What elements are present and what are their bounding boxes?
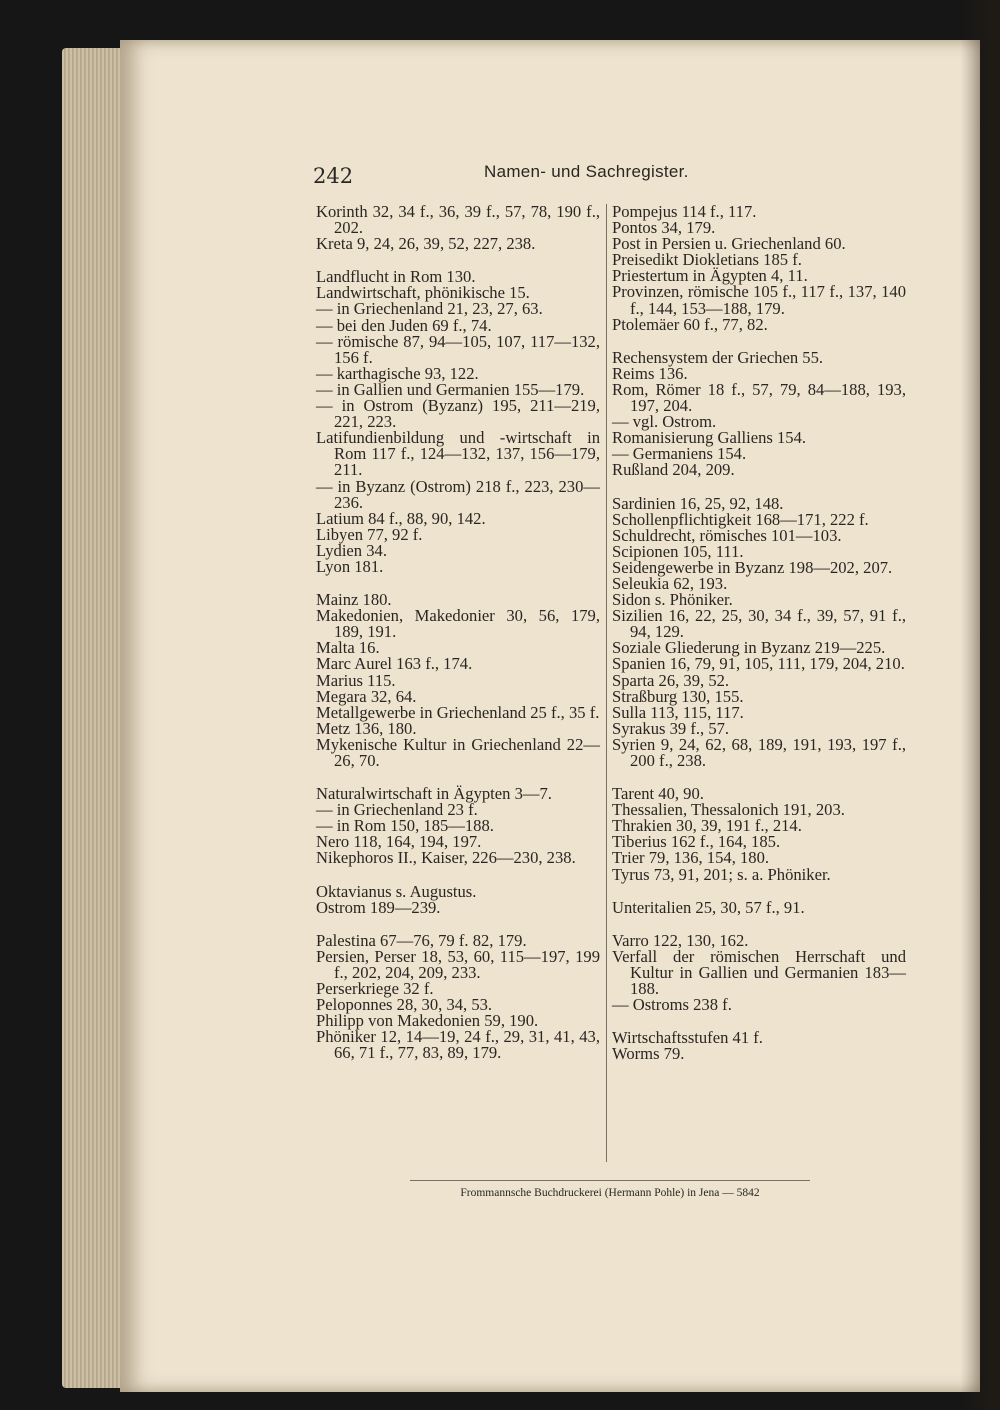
index-entry: Seleukia 62, 193. — [612, 573, 728, 593]
index-entry: Korinth 32, 34 f., 36, 39 f., 57, 78, 190 f., 202. — [316, 202, 600, 238]
index-entry: Palestina 67—76, 79 f. 82, 179. — [316, 930, 527, 950]
index-entry: — Germaniens 154. — [612, 444, 747, 464]
index-entry: Pompejus 114 f., 117. — [612, 202, 757, 221]
index-entry: — vgl. Ostrom. — [612, 412, 717, 432]
index-entry: Varro 122, 130, 162. — [612, 930, 749, 950]
running-head — [0, 160, 1000, 190]
index-column-right — [612, 204, 906, 1062]
index-entry: Spanien 16, 79, 91, 105, 111, 179, 204, 210. — [612, 654, 905, 674]
index-entry: Nikephoros II., Kaiser, 226—230, 238. — [316, 848, 576, 868]
footer-rule — [410, 1180, 810, 1181]
index-entry: Oktavianus s. Augustus. — [316, 881, 477, 901]
index-entry: Reims 136. — [612, 363, 688, 383]
index-entry: Rom, Römer 18 f., 57, 79, 84—188, 193, 197, 204. — [612, 379, 906, 416]
index-entry: — in Byzanz (Ostrom) 218 f., 223, 230—236. — [316, 476, 600, 512]
entry-gap — [316, 867, 600, 884]
index-entry: Sizilien 16, 22, 25, 30, 34 f., 39, 57, 91 f., 94, 129. — [612, 606, 906, 642]
index-entry: Ostrom 189—239. — [316, 897, 441, 917]
index-entry: Wirtschaftsstufen 41 f. — [612, 1028, 763, 1048]
index-entry: — bei den Juden 69 f., 74. — [316, 315, 492, 335]
index-entry: — in Griechenland 23 f. — [316, 800, 478, 820]
index-entry: Tiberius 162 f., 164, 185. — [612, 832, 781, 852]
index-entry: Unteritalien 25, 30, 57 f., 91. — [612, 897, 805, 917]
index-entry: Perserkriege 32 f. — [316, 979, 434, 999]
index-entry: Post in Persien u. Griechenland 60. — [612, 234, 846, 254]
index-entry: Thessalien, Thessalonich 191, 203. — [612, 800, 845, 820]
index-entry: Lyon 181. — [316, 556, 384, 576]
index-entry: — in Griechenland 21, 23, 27, 63. — [316, 299, 543, 319]
index-entry: Syrien 9, 24, 62, 68, 189, 191, 193, 197 f., 200 f., 238. — [612, 734, 906, 770]
index-entry: Philipp von Makedonien 59, 190. — [316, 1011, 539, 1031]
index-entry: Straßburg 130, 155. — [612, 686, 744, 706]
index-entry: — in Rom 150, 185—188. — [316, 816, 494, 836]
index-entry: — Ostroms 238 f. — [612, 995, 732, 1015]
index-entry: Landwirtschaft, phönikische 15. — [316, 283, 530, 303]
index-entry: Sulla 113, 115, 117. — [612, 702, 744, 722]
index-entry: Latium 84 f., 88, 90, 142. — [316, 508, 486, 528]
index-entry: Sidon s. Phöniker. — [612, 590, 733, 610]
index-entry: — in Ostrom (Byzanz) 195, 211—219, 221, 223. — [316, 396, 600, 432]
index-entry: Rußland 204, 209. — [612, 460, 735, 480]
index-column-left — [316, 204, 600, 1062]
index-entry: Marc Aurel 163 f., 174. — [316, 654, 473, 674]
index-entry: Marius 115. — [316, 670, 396, 690]
index-entry: Soziale Gliederung in Byzanz 219—225. — [612, 638, 886, 658]
index-entry: Romanisierung Galliens 154. — [612, 428, 807, 448]
index-entry: Libyen 77, 92 f. — [316, 524, 423, 544]
index-entry: Peloponnes 28, 30, 34, 53. — [316, 995, 493, 1015]
index-entry: Preisedikt Diokletians 185 f. — [612, 250, 802, 270]
index-entry: Sardinien 16, 25, 92, 148. — [612, 493, 784, 513]
page-title: Namen- und Sachregister. — [484, 162, 689, 181]
index-entry: Pontos 34, 179. — [612, 218, 716, 238]
index-entry: Phöniker 12, 14—19, 24 f., 29, 31, 41, 43, 66, 71 f., 77, 83, 89, 179. — [316, 1027, 600, 1063]
index-entry: Nero 118, 164, 194, 197. — [316, 832, 482, 852]
index-entry: Latifundienbildung und -wirtschaft in Rom 117 f., 124—132, 137, 156—179, 211. — [316, 428, 600, 480]
index-entry: Metz 136, 180. — [316, 718, 417, 738]
index-entry: Schollenpflichtigkeit 168—171, 222 f. — [612, 509, 869, 529]
index-entry: Verfall der römischen Herrschaft und Kultur in Gallien und Germanien 183—188. — [612, 946, 906, 999]
index-entry: Landflucht in Rom 130. — [316, 267, 476, 287]
index-entry: Makedonien, Makedonier 30, 56, 179, 189, 191. — [316, 606, 600, 642]
index-entry: Seidengewerbe in Byzanz 198—202, 207. — [612, 557, 893, 577]
index-entry: Worms 79. — [612, 1044, 685, 1064]
index-entry: Schuldrecht, römisches 101—103. — [612, 525, 842, 545]
index-entry: Trier 79, 136, 154, 180. — [612, 848, 770, 868]
index-entry: Provinzen, römische 105 f., 117 f., 137, 140 f., 144, 153—188, 179. — [612, 282, 906, 318]
index-entry: Thrakien 30, 39, 191 f., 214. — [612, 816, 802, 836]
index-entry: Scipionen 105, 111. — [612, 541, 744, 561]
index-entry: Syrakus 39 f., 57. — [612, 718, 730, 738]
column-divider — [606, 204, 607, 1162]
index-entry: Megara 32, 64. — [316, 686, 417, 706]
index-entry: Malta 16. — [316, 638, 380, 658]
index-entry: Tyrus 73, 91, 201; s. a. Phöniker. — [612, 864, 831, 884]
index-entry: Ptolemäer 60 f., 77, 82. — [612, 314, 768, 334]
printer-footer — [0, 1187, 1000, 1199]
index-entry: — karthagische 93, 122. — [316, 363, 479, 383]
index-entry: — römische 87, 94—105, 107, 117—132, 156 f. — [316, 331, 600, 367]
printer-imprint: Frommannsche Buchdruckerei (Hermann Pohle) in Jena — 5842 — [460, 1187, 760, 1199]
index-entry: Metallgewerbe in Griechenland 25 f., 35 f. — [316, 702, 600, 722]
page-number: 242 — [313, 164, 354, 188]
index-entry: Mykenische Kultur in Griechenland 22—26, 70. — [316, 734, 600, 770]
index-entry: Lydien 34. — [316, 540, 387, 560]
index-entry: — in Gallien und Germanien 155—179. — [316, 379, 585, 399]
index-entry: Mainz 180. — [316, 590, 392, 610]
index-entry: Sparta 26, 39, 52. — [612, 670, 730, 690]
index-entry: Naturalwirtschaft in Ägypten 3—7. — [316, 784, 552, 804]
index-entry: Persien, Perser 18, 53, 60, 115—197, 199 f., 202, 204, 209, 233. — [316, 946, 600, 982]
entry-gap — [612, 479, 906, 496]
index-entry: Kreta 9, 24, 26, 39, 52, 227, 238. — [316, 234, 536, 254]
index-entry: Tarent 40, 90. — [612, 784, 704, 804]
index-entry: Priestertum in Ägypten 4, 11. — [612, 266, 808, 286]
index-entry: Rechensystem der Griechen 55. — [612, 347, 824, 367]
